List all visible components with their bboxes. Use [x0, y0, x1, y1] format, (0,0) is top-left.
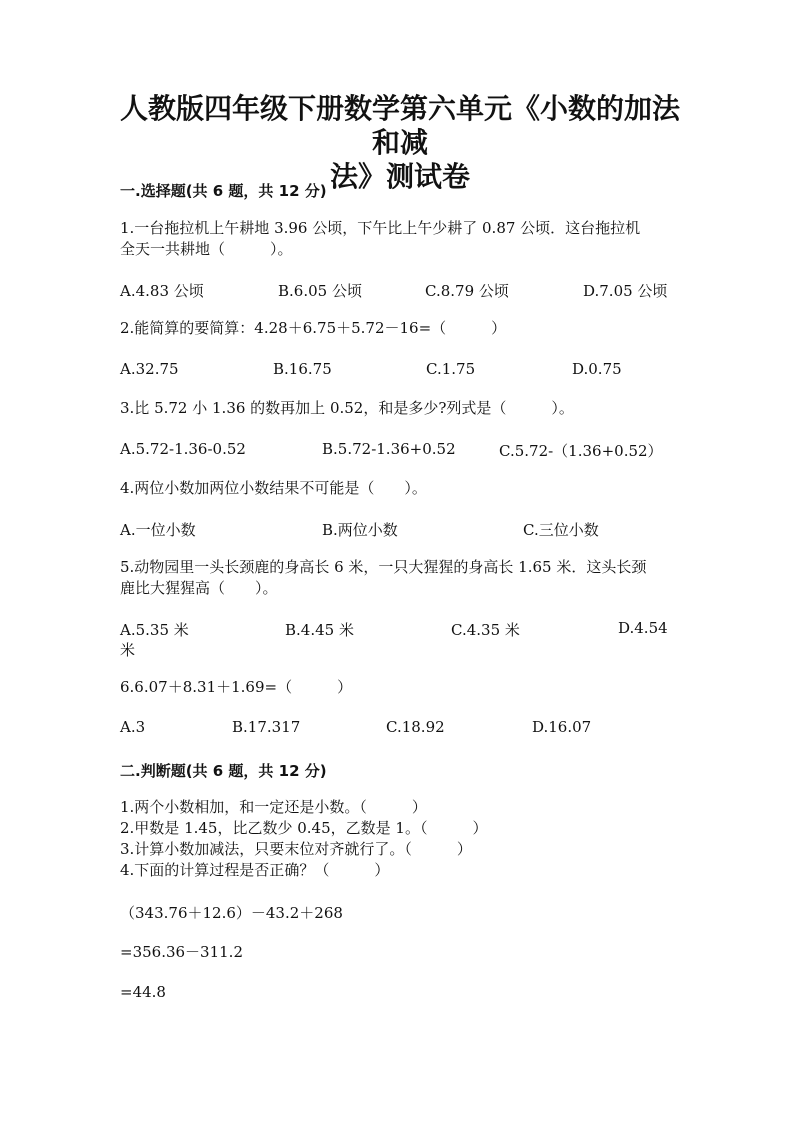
- judge-item-1: 1.两个小数相加，和一定还是小数。（ ）: [120, 798, 427, 816]
- section-heading-choice: 一.选择题(共 6 题，共 12 分): [120, 182, 327, 200]
- question-6-option-d[interactable]: D.16.07: [532, 718, 592, 736]
- question-4: [120, 478, 680, 499]
- question-1: [120, 218, 680, 260]
- question-5: [120, 557, 680, 599]
- question-1-option-d[interactable]: D.7.05 公顷: [583, 282, 668, 300]
- question-2-option-c[interactable]: C.1.75: [426, 360, 476, 378]
- question-5-option-c[interactable]: C.4.35 米: [451, 621, 520, 639]
- question-6-text: 6.6.07＋8.31＋1.69=（ ）: [120, 678, 353, 696]
- question-3: [120, 398, 680, 419]
- question-1-options: [120, 280, 680, 302]
- question-5-options: [120, 619, 680, 641]
- question-4-option-c[interactable]: C.三位小数: [523, 521, 599, 539]
- question-5-option-d[interactable]: D.4.54: [618, 619, 668, 637]
- title-line-1: 人教版四年级下册数学第六单元《小数的加法和减: [119, 92, 680, 159]
- question-1-option-c[interactable]: C.8.79 公顷: [425, 282, 509, 300]
- question-6-option-c[interactable]: C.18.92: [386, 718, 445, 736]
- question-3-option-b[interactable]: B.5.72-1.36+0.52: [322, 440, 456, 458]
- question-3-text: 3.比 5.72 小 1.36 的数再加上 0.52，和是多少?列式是（ ）。: [120, 399, 574, 417]
- question-3-option-c[interactable]: C.5.72-（1.36+0.52）: [499, 442, 663, 460]
- question-2-option-a[interactable]: A.32.75: [120, 360, 179, 378]
- question-3-option-a[interactable]: A.5.72-1.36-0.52: [120, 440, 246, 458]
- question-5-text-line-2: 鹿比大猩猩高（ ）。: [120, 579, 278, 597]
- calc-line-1: （343.76＋12.6）－43.2＋268: [120, 904, 343, 922]
- question-4-option-a[interactable]: A.一位小数: [120, 521, 196, 539]
- question-6-option-b[interactable]: B.17.317: [232, 718, 301, 736]
- judge-item-3: 3.计算小数加减法，只要末位对齐就行了。（ ）: [120, 840, 472, 858]
- title-line-2: 法》测试卷: [329, 160, 470, 193]
- question-6-option-a[interactable]: A.3: [120, 718, 146, 736]
- question-2-options: [120, 360, 680, 382]
- question-6: [120, 677, 680, 698]
- judge-item-2: 2.甲数是 1.45，比乙数少 0.45，乙数是 1。（ ）: [120, 819, 488, 837]
- question-1-option-a[interactable]: A.4.83 公顷: [120, 282, 204, 300]
- question-1-text-line-1: 1.一台拖拉机上午耕地 3.96 公顷，下午比上午少耕了 0.87 公顷．这台拖拉机: [120, 219, 641, 237]
- question-1-option-b[interactable]: B.6.05 公顷: [278, 282, 362, 300]
- section-heading-judge: 二.判断题(共 6 题，共 12 分): [120, 762, 327, 780]
- question-6-options: [120, 718, 680, 740]
- judge-item-4: 4.下面的计算过程是否正确？（ ）: [120, 861, 390, 879]
- question-4-option-b[interactable]: B.两位小数: [322, 521, 398, 539]
- question-5-option-b[interactable]: B.4.45 米: [285, 621, 354, 639]
- calc-line-2: =356.36－311.2: [120, 943, 243, 961]
- question-5-text-line-1: 5.动物园里一头长颈鹿的身高长 6 米，一只大猩猩的身高长 1.65 米．这头长颈: [120, 558, 647, 576]
- question-5-option-a[interactable]: A.5.35 米: [120, 621, 189, 639]
- question-1-text-line-2: 全天一共耕地（ ）。: [120, 240, 293, 258]
- question-4-options: [120, 519, 680, 541]
- page-title: [110, 92, 690, 194]
- question-2: [120, 318, 680, 339]
- question-2-option-d[interactable]: D.0.75: [572, 360, 622, 378]
- calc-line-3: =44.8: [120, 983, 166, 1001]
- question-2-text: 2.能简算的要简算：4.28＋6.75＋5.72－16=（ ）: [120, 319, 507, 337]
- question-2-option-b[interactable]: B.16.75: [273, 360, 332, 378]
- question-4-text: 4.两位小数加两位小数结果不可能是（ ）。: [120, 479, 427, 497]
- question-5-option-d-wrap: 米: [120, 641, 136, 659]
- question-3-options: [120, 440, 680, 462]
